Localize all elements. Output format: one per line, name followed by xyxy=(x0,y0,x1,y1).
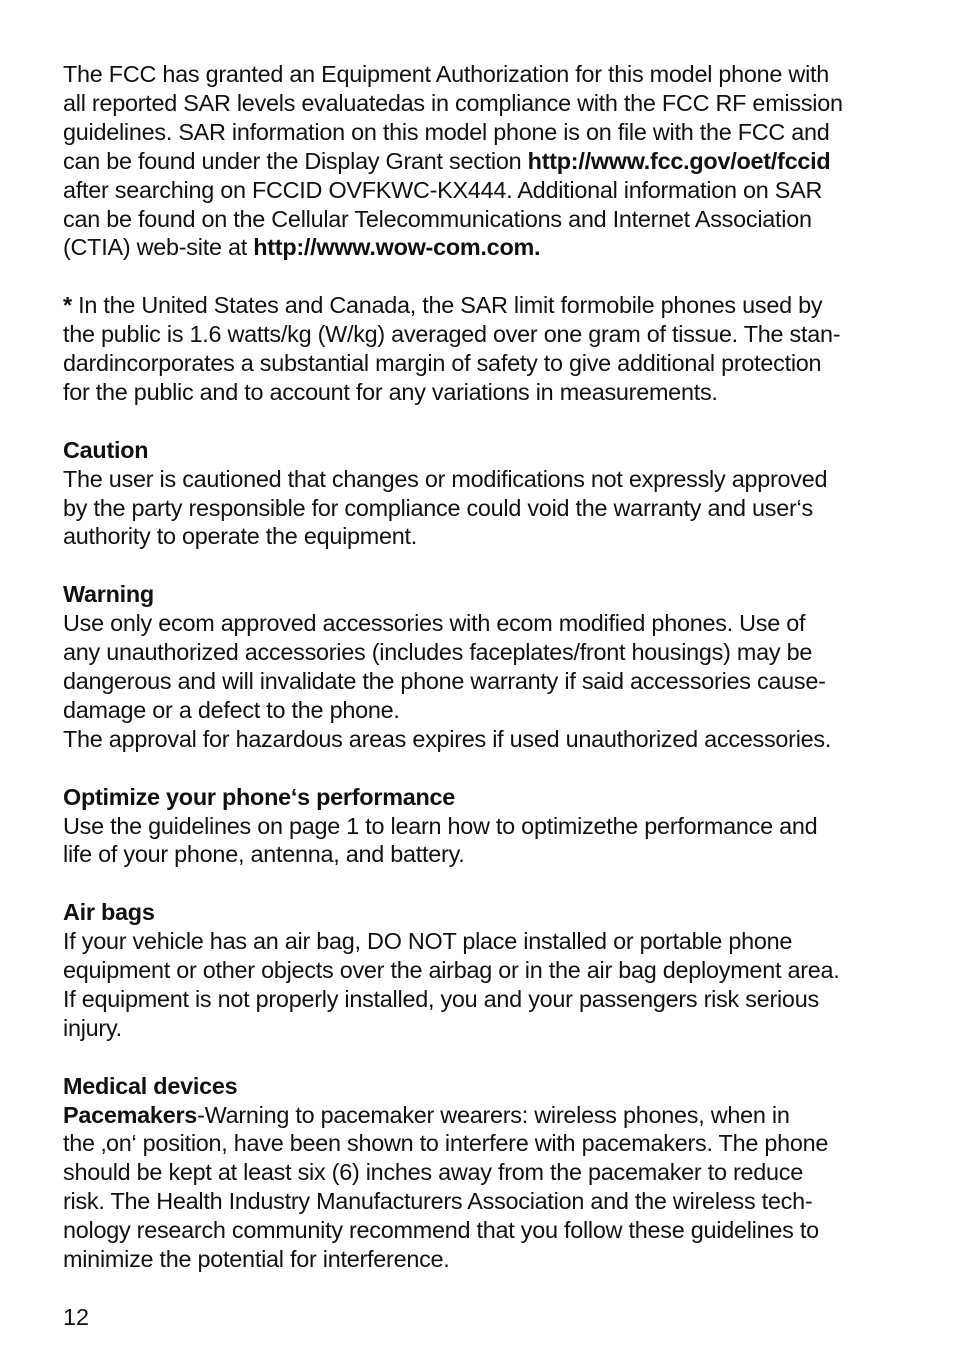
optimize-section xyxy=(63,783,903,870)
text-line: any unauthorized accessories (includes faceplates/front housings) may be xyxy=(63,639,813,666)
pacemakers-label: Pacemakers xyxy=(63,1101,198,1128)
warning-section xyxy=(63,580,903,753)
text-line: Use the guidelines on page 1 to learn how to optimizethe performance and xyxy=(63,812,818,839)
spacer xyxy=(63,262,903,291)
text-line xyxy=(63,1101,903,1130)
text-line: equipment or other objects over the airbag or in the air bag deployment area. xyxy=(63,957,840,984)
text-run: (CTIA) web-site at xyxy=(63,234,254,261)
text-line: injury. xyxy=(63,1014,122,1041)
text-line: minimize the potential for interference. xyxy=(63,1246,450,1273)
text-run: can be found under the Display Grant section xyxy=(63,147,528,174)
section-heading: Optimize your phone‘s performance xyxy=(63,783,456,810)
text-line: dardincorporates a substantial margin of safety to give additional protection xyxy=(63,350,822,377)
ctia-url: http://www.wow-com.com. xyxy=(253,234,541,261)
text-line: If equipment is not properly installed, you and your passengers risk serious xyxy=(63,985,819,1012)
text-line xyxy=(63,233,903,262)
section-heading: Warning xyxy=(63,581,154,608)
text-line: The user is cautioned that changes or modifications not expressly approved xyxy=(63,465,828,492)
text-line: can be found on the Cellular Telecommunications and Internet Association xyxy=(63,205,812,232)
section-heading: Air bags xyxy=(63,899,155,926)
text-run: In the United States and Canada, the SAR limit formobile phones used by xyxy=(71,292,823,319)
footnote-marker: * xyxy=(63,292,72,319)
text-line: after searching on FCCID OVFKWC-KX444. Additional information on SAR xyxy=(63,176,823,203)
text-line: The approval for hazardous areas expires if used unauthorized accessories. xyxy=(63,725,832,752)
text-line: nology research community recommend that you follow these guidelines to xyxy=(63,1217,819,1244)
spacer xyxy=(63,869,903,898)
text-line: Use only ecom approved accessories with ecom modified phones. Use of xyxy=(63,610,806,637)
section-heading: Medical devices xyxy=(63,1072,238,1099)
spacer xyxy=(63,551,903,580)
section-heading: Caution xyxy=(63,436,149,463)
medical-devices-section xyxy=(63,1072,903,1274)
sar-paragraph xyxy=(63,60,903,262)
text-line: The FCC has granted an Equipment Authorization for this model phone with xyxy=(63,61,830,87)
air-bags-section xyxy=(63,898,903,1043)
spacer xyxy=(63,1043,903,1072)
text-run: -Warning to pacemaker wearers: wireless phones, when in xyxy=(197,1101,790,1128)
text-line: guidelines. SAR information on this model phone is on file with the FCC and xyxy=(63,118,830,145)
text-line xyxy=(63,147,903,176)
text-line: for the public and to account for any variations in measurements. xyxy=(63,378,718,405)
spacer xyxy=(63,754,903,783)
text-line: life of your phone, antenna, and battery. xyxy=(63,841,465,868)
text-line: dangerous and will invalidate the phone warranty if said accessories cause- xyxy=(63,667,826,694)
text-line: the public is 1.6 watts/kg (W/kg) averaged over one gram of tissue. The stan- xyxy=(63,321,841,348)
text-line: risk. The Health Industry Manufacturers Association and the wireless tech- xyxy=(63,1188,813,1215)
text-line: damage or a defect to the phone. xyxy=(63,696,400,723)
page-number: 12 xyxy=(63,1304,90,1330)
caution-section xyxy=(63,436,903,552)
spacer xyxy=(63,407,903,436)
fcc-url: http://www.fcc.gov/oet/fccid xyxy=(527,147,831,174)
sar-limit-note xyxy=(63,291,903,407)
page-content xyxy=(63,60,903,1274)
text-line xyxy=(63,291,903,320)
text-line: by the party responsible for compliance could void the warranty and user‘s xyxy=(63,494,813,521)
text-line: should be kept at least six (6) inches away from the pacemaker to reduce xyxy=(63,1159,803,1186)
text-line: all reported SAR levels evaluatedas in compliance with the FCC RF emission xyxy=(63,89,843,116)
text-line: If your vehicle has an air bag, DO NOT place installed or portable phone xyxy=(63,928,793,955)
text-line: authority to operate the equipment. xyxy=(63,523,418,550)
text-line: the ‚on‘ position, have been shown to interfere with pacemakers. The phone xyxy=(63,1130,829,1157)
